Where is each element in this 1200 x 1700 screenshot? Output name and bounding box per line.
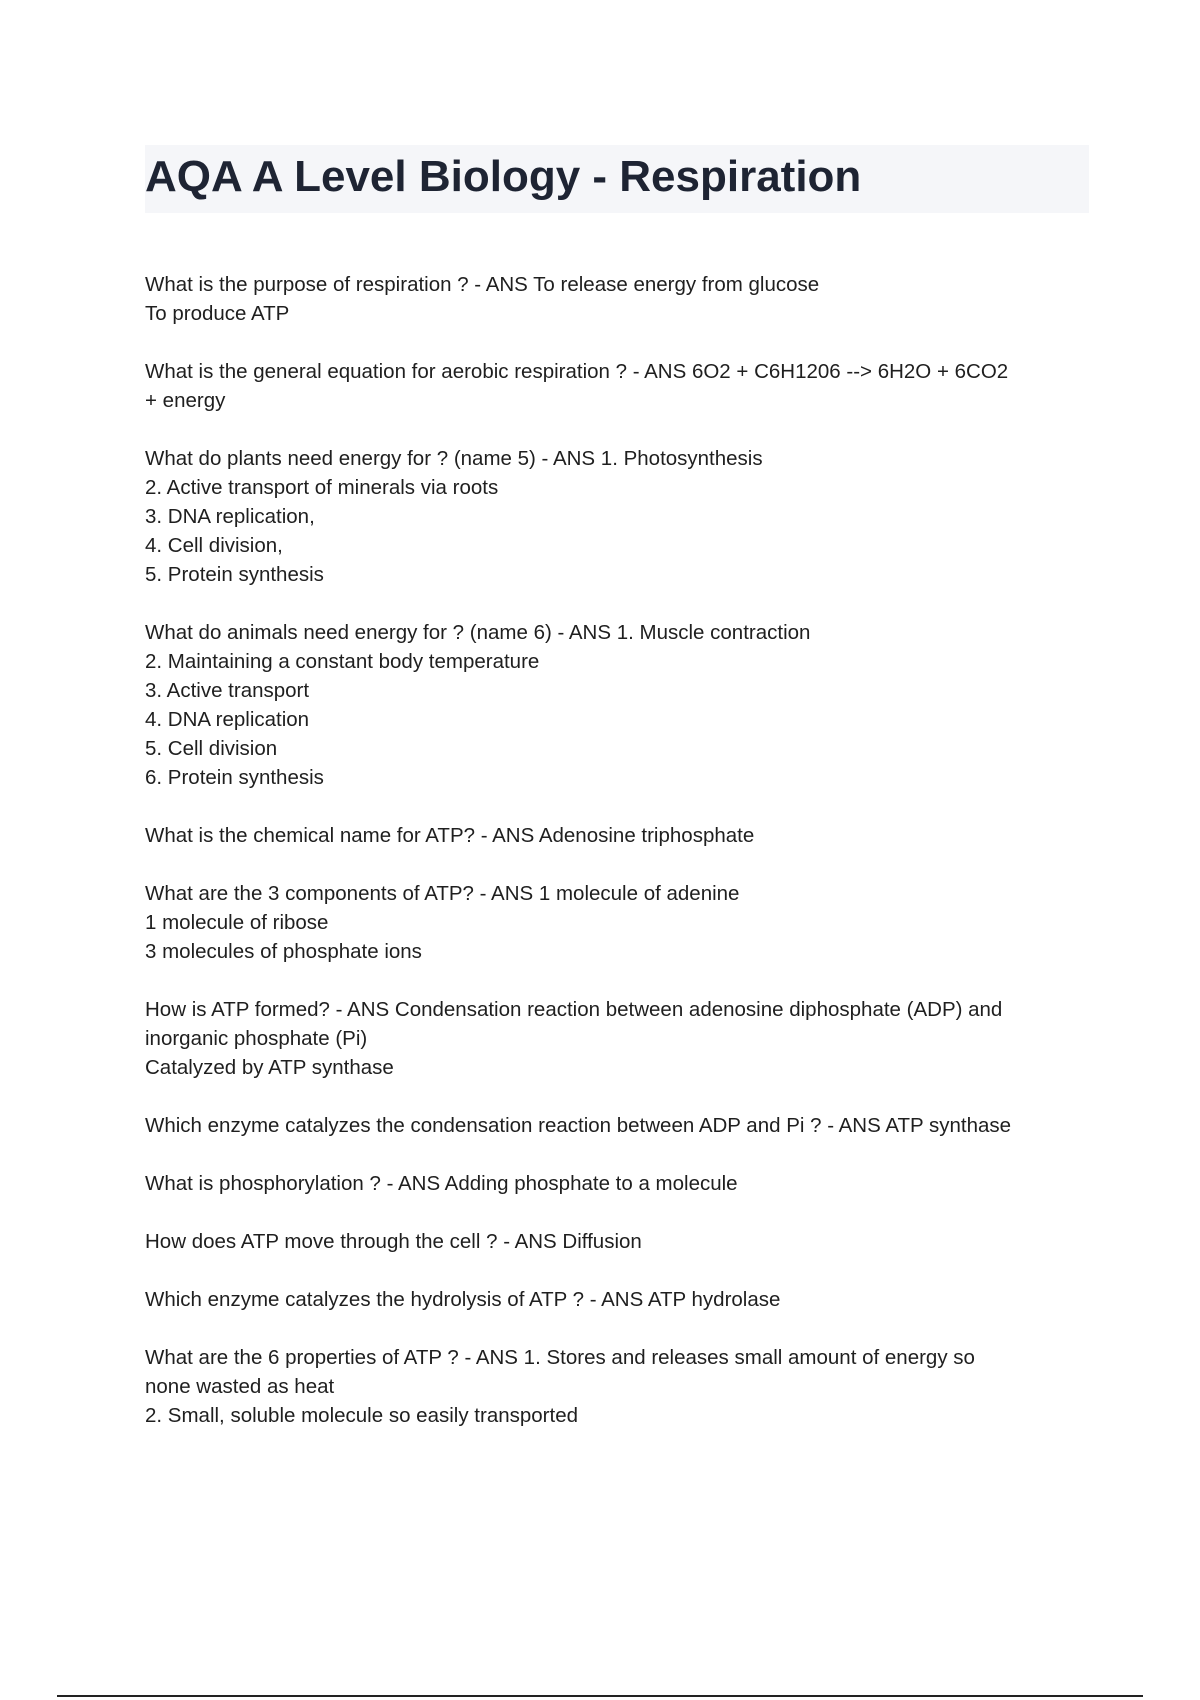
qa-question-line: How is ATP formed? - ANS Condensation reaction between adenosine diphosphate (ADP) and <box>145 998 1003 1021</box>
qa-answer-line: 4. Cell division, <box>145 534 283 557</box>
qa-item <box>145 879 1091 966</box>
qa-item <box>145 1227 1091 1256</box>
qa-question-line: What is phosphorylation ? - ANS Adding phosphate to a molecule <box>145 1172 738 1195</box>
qa-answer-line: 2. Maintaining a constant body temperature <box>145 650 540 673</box>
qa-answer-line: 6. Protein synthesis <box>145 766 324 789</box>
qa-question-line: What are the 6 properties of ATP ? - ANS 1. Stores and releases small amount of energy so <box>145 1346 975 1369</box>
qa-item <box>145 444 1091 589</box>
qa-answer-line: To produce ATP <box>145 302 290 325</box>
qa-question-line: What do plants need energy for ? (name 5) - ANS 1. Photosynthesis <box>145 447 763 470</box>
qa-question-line: What are the 3 components of ATP? - ANS 1 molecule of adenine <box>145 882 740 905</box>
qa-answer-line: 2. Small, soluble molecule so easily transported <box>145 1404 578 1427</box>
qa-list <box>145 270 1091 1459</box>
qa-item <box>145 1343 1091 1430</box>
qa-question-line: What is the general equation for aerobic respiration ? - ANS 6O2 + C6H1206 --> 6H2O + 6CO2 <box>145 360 1009 383</box>
qa-answer-line: 4. DNA replication <box>145 708 310 731</box>
qa-question-line: What is the purpose of respiration ? - ANS To release energy from glucose <box>145 273 820 296</box>
qa-item <box>145 1111 1091 1140</box>
qa-question-line: Which enzyme catalyzes the hydrolysis of ATP ? - ANS ATP hydrolase <box>145 1288 781 1311</box>
qa-item <box>145 821 1091 850</box>
qa-answer-line: + energy <box>145 389 226 412</box>
qa-item <box>145 618 1091 792</box>
qa-item <box>145 995 1091 1082</box>
footer-divider <box>57 1695 1143 1697</box>
qa-answer-line: Catalyzed by ATP synthase <box>145 1056 394 1079</box>
qa-item <box>145 1169 1091 1198</box>
qa-answer-line: 3. DNA replication, <box>145 505 315 528</box>
qa-question-line: What is the chemical name for ATP? - ANS Adenosine triphosphate <box>145 824 755 847</box>
qa-answer-line: none wasted as heat <box>145 1375 335 1398</box>
qa-answer-line: 2. Active transport of minerals via roots <box>145 476 499 499</box>
page-title: AQA A Level Biology - Respiration <box>145 152 862 201</box>
qa-question-line: Which enzyme catalyzes the condensation reaction between ADP and Pi ? - ANS ATP synthase <box>145 1114 1012 1137</box>
qa-question-line: What do animals need energy for ? (name 6) - ANS 1. Muscle contraction <box>145 621 811 644</box>
qa-item <box>145 1285 1091 1314</box>
qa-item <box>145 357 1091 415</box>
qa-answer-line: inorganic phosphate (Pi) <box>145 1027 368 1050</box>
qa-answer-line: 5. Protein synthesis <box>145 563 324 586</box>
qa-answer-line: 5. Cell division <box>145 737 278 760</box>
qa-answer-line: 3. Active transport <box>145 679 310 702</box>
qa-question-line: How does ATP move through the cell ? - ANS Diffusion <box>145 1230 642 1253</box>
qa-answer-line: 1 molecule of ribose <box>145 911 329 934</box>
qa-item <box>145 270 1091 328</box>
qa-answer-line: 3 molecules of phosphate ions <box>145 940 422 963</box>
